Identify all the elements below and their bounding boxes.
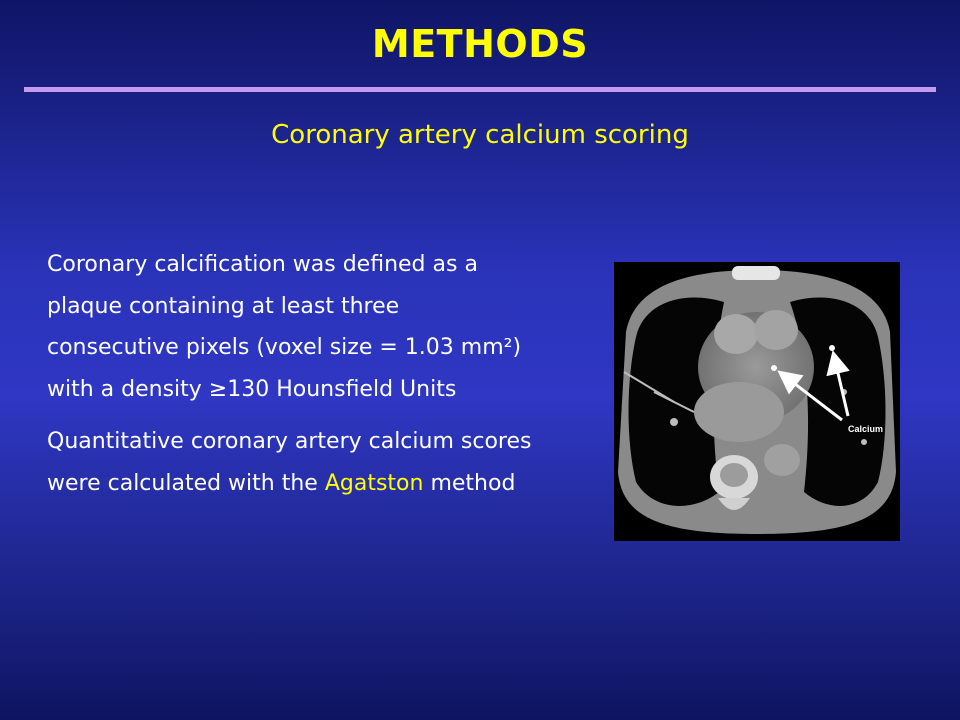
- title-divider: [24, 87, 936, 92]
- slide-subtitle: Coronary artery calcium scoring: [271, 120, 689, 150]
- definition-line: consecutive pixels (voxel size = 1.03 mm²): [47, 335, 522, 360]
- agatston-highlight: Agatston: [324, 470, 424, 496]
- ct-scan-image: [614, 262, 900, 541]
- pulmonary-trunk: [754, 310, 798, 350]
- definition-paragraph: [47, 244, 587, 410]
- scoring-line: Quantitative coronary artery calcium scores: [47, 429, 532, 454]
- calcium-spot: [829, 345, 835, 351]
- calcium-spot: [771, 365, 777, 371]
- definition-line: Coronary calcification was defined as a: [47, 252, 478, 277]
- aorta-root: [714, 314, 758, 354]
- definition-line: with a density ≥130 Hounsfield Units: [47, 376, 457, 402]
- scoring-text: were calculated with the: [47, 470, 325, 496]
- slide-title: METHODS: [371, 22, 589, 66]
- scoring-text: method: [423, 470, 516, 496]
- descending-aorta: [764, 444, 800, 476]
- left-atrium: [694, 382, 784, 442]
- sternum: [732, 266, 780, 280]
- definition-line: plaque containing at least three: [47, 293, 400, 319]
- scoring-paragraph: [47, 421, 587, 504]
- vertebra-core: [720, 463, 748, 487]
- ct-scan-drawing: [614, 262, 900, 541]
- calcium-label: Calcium: [848, 424, 884, 434]
